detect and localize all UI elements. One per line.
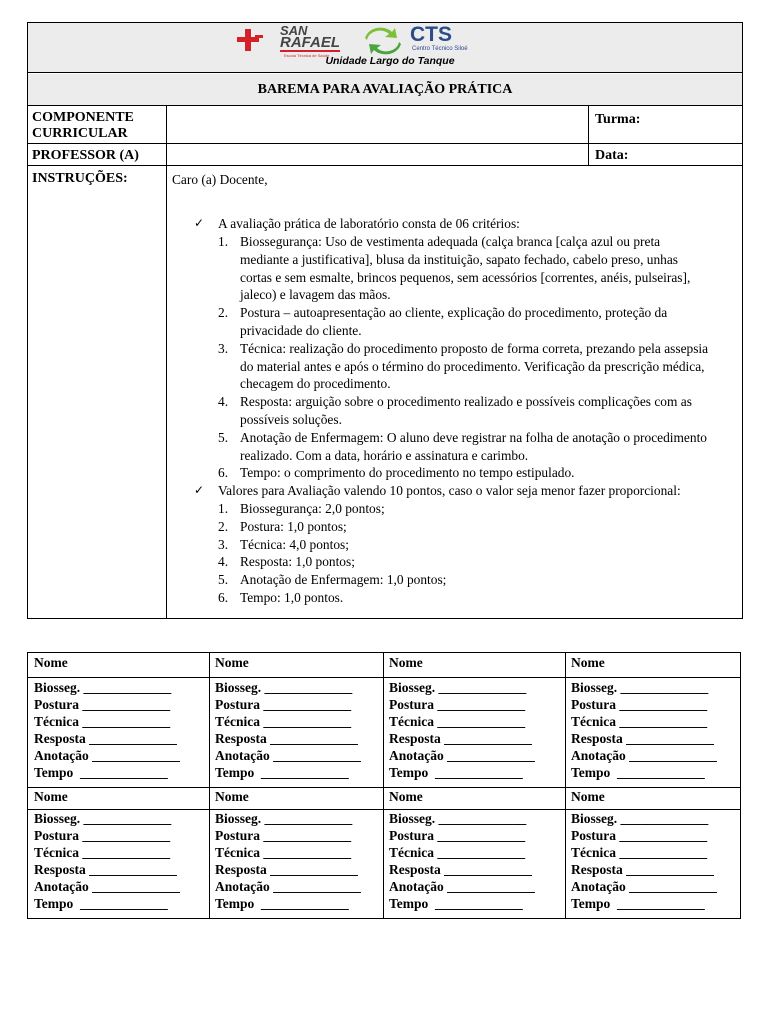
list-item xyxy=(212,358,742,376)
list-text: Postura – autoapresentação ao cliente, explicação do procedimento, proteção da xyxy=(240,305,668,321)
score-row[interactable]: Resposta _____________ xyxy=(215,862,358,877)
divider xyxy=(166,106,167,618)
score-row[interactable]: Postura _____________ xyxy=(215,697,352,712)
bullet-values: Valores para Avaliação valendo 10 pontos, caso o valor seja menor fazer proporcional: xyxy=(218,483,681,498)
score-row[interactable]: Biosseg. _____________ xyxy=(215,811,353,826)
list-item xyxy=(212,393,742,411)
list-item xyxy=(212,251,742,269)
grid-divider xyxy=(383,653,384,918)
student-name-cell[interactable]: Nome xyxy=(571,655,605,670)
componente-line2: CURRICULAR xyxy=(32,126,128,141)
score-row[interactable]: Resposta _____________ xyxy=(389,731,532,746)
list-number: 2. xyxy=(218,518,229,534)
list-number: 5. xyxy=(218,572,229,588)
list-item xyxy=(212,464,742,482)
student-name-cell[interactable]: Nome xyxy=(389,655,423,670)
list-item xyxy=(212,536,742,554)
grid-divider xyxy=(209,653,210,918)
list-text: possíveis soluções. xyxy=(240,411,342,427)
student-name-cell[interactable]: Nome xyxy=(571,789,605,804)
logo-rafael-text: RAFAEL xyxy=(280,34,340,51)
score-row[interactable]: Tempo _____________ xyxy=(215,765,349,780)
score-row[interactable]: Resposta _____________ xyxy=(571,862,714,877)
list-text: Biossegurança: 2,0 pontos; xyxy=(240,501,385,516)
student-name-cell[interactable]: Nome xyxy=(215,655,249,670)
score-row[interactable]: Técnica _____________ xyxy=(389,845,526,860)
score-row[interactable]: Postura _____________ xyxy=(389,697,526,712)
list-item xyxy=(212,500,742,518)
score-row[interactable]: Resposta _____________ xyxy=(34,731,177,746)
score-row[interactable]: Postura _____________ xyxy=(215,828,352,843)
values-list xyxy=(212,500,742,607)
professor-label: PROFESSOR (A) xyxy=(32,148,139,163)
score-row[interactable]: Anotação _____________ xyxy=(34,748,180,763)
score-row[interactable]: Técnica _____________ xyxy=(389,714,526,729)
score-row[interactable]: Resposta _____________ xyxy=(571,731,714,746)
logo-cts-sub-text: Centro Técnico Siloé xyxy=(412,46,468,52)
list-number: 3. xyxy=(218,340,229,356)
list-item xyxy=(212,304,742,322)
grid-divider xyxy=(28,787,740,788)
score-row[interactable]: Biosseg. _____________ xyxy=(34,680,172,695)
list-text: mediante a justificativa], blusa da instituição, sapato fechado, cabelo preso, unhas xyxy=(240,251,679,267)
score-row[interactable]: Técnica _____________ xyxy=(571,714,708,729)
checkmark-icon: ✓ xyxy=(194,216,205,230)
list-text: privacidade do cliente. xyxy=(240,322,362,338)
list-text: do material antes e após o término do procedimento. Verificação da prescrição médica, xyxy=(240,358,705,374)
student-name-cell[interactable]: Nome xyxy=(389,789,423,804)
score-row[interactable]: Anotação _____________ xyxy=(571,879,717,894)
list-text: Resposta: 1,0 pontos; xyxy=(240,554,355,570)
divider xyxy=(588,106,589,165)
data-label: Data: xyxy=(595,148,629,163)
turma-field[interactable] xyxy=(640,108,740,142)
list-text: Tempo: 1,0 pontos. xyxy=(240,589,344,605)
logo-cts-text: CTS xyxy=(410,23,452,46)
score-row[interactable]: Postura _____________ xyxy=(34,697,171,712)
score-row[interactable]: Tempo _____________ xyxy=(34,765,168,780)
score-row[interactable]: Biosseg. _____________ xyxy=(389,680,527,695)
score-row[interactable]: Tempo _____________ xyxy=(389,765,523,780)
list-number: 2. xyxy=(218,305,229,321)
score-row[interactable]: Biosseg. _____________ xyxy=(571,811,709,826)
score-row[interactable]: Anotação _____________ xyxy=(389,748,535,763)
list-number: 6. xyxy=(218,465,229,481)
list-text: Postura: 1,0 pontos; xyxy=(240,518,347,534)
score-row[interactable]: Anotação _____________ xyxy=(215,748,361,763)
student-name-cell[interactable]: Nome xyxy=(215,789,249,804)
score-row[interactable]: Biosseg. _____________ xyxy=(215,680,353,695)
score-row[interactable]: Anotação _____________ xyxy=(389,879,535,894)
student-name-cell[interactable]: Nome xyxy=(34,655,68,670)
score-row[interactable]: Técnica _____________ xyxy=(571,845,708,860)
list-item xyxy=(212,340,742,358)
list-item xyxy=(212,518,742,536)
list-text: realizado. Com a data, horário e assinatura e carimbo. xyxy=(240,447,529,463)
divider xyxy=(28,143,742,144)
componente-label xyxy=(32,110,134,142)
form-title: BAREMA PARA AVALIAÇÃO PRÁTICA xyxy=(28,74,742,106)
professor-field[interactable] xyxy=(168,145,586,164)
score-row[interactable]: Tempo _____________ xyxy=(571,765,705,780)
evaluation-grid xyxy=(27,652,741,919)
unit-label: Unidade Largo do Tanque xyxy=(325,55,455,67)
score-row[interactable]: Técnica _____________ xyxy=(215,714,352,729)
score-row[interactable]: Postura _____________ xyxy=(571,697,708,712)
list-item xyxy=(212,375,742,393)
list-number: 6. xyxy=(218,589,229,605)
componente-field[interactable] xyxy=(168,108,586,142)
score-row[interactable]: Técnica _____________ xyxy=(34,714,171,729)
turma-label: Turma: xyxy=(595,112,641,127)
criteria-list xyxy=(212,233,742,482)
score-row[interactable]: Tempo _____________ xyxy=(389,896,523,911)
list-number: 1. xyxy=(218,501,229,516)
list-number: 4. xyxy=(218,394,229,410)
list-item xyxy=(212,411,742,429)
list-item xyxy=(212,589,742,607)
list-item xyxy=(212,553,742,571)
list-item xyxy=(212,269,742,287)
score-row[interactable]: Postura _____________ xyxy=(34,828,171,843)
score-row[interactable]: Tempo _____________ xyxy=(215,896,349,911)
score-row[interactable]: Biosseg. _____________ xyxy=(34,811,172,826)
logo-sub-text: Escola Técnica de Saúde xyxy=(284,53,330,58)
bullet-criteria: A avaliação prática de laboratório consta de 06 critérios: xyxy=(218,216,520,231)
score-row[interactable]: Anotação _____________ xyxy=(34,879,180,894)
list-number: 5. xyxy=(218,429,229,445)
list-text: Tempo: o comprimento do procedimento no tempo estipulado. xyxy=(240,465,575,481)
score-row[interactable]: Técnica _____________ xyxy=(34,845,171,860)
list-text: Técnica: 4,0 pontos; xyxy=(240,536,349,552)
logo-san-text: SAN xyxy=(280,23,308,38)
score-row[interactable]: Anotação _____________ xyxy=(571,748,717,763)
score-row[interactable]: Biosseg. _____________ xyxy=(389,811,527,826)
score-row[interactable]: Anotação _____________ xyxy=(215,879,361,894)
data-field[interactable] xyxy=(640,145,740,164)
componente-line1: COMPONENTE xyxy=(32,110,134,125)
list-item xyxy=(212,233,742,251)
grid-divider xyxy=(28,677,740,678)
list-item xyxy=(212,447,742,465)
score-row[interactable]: Tempo _____________ xyxy=(571,896,705,911)
list-text: jaleco) e lavagem das mãos. xyxy=(240,287,391,303)
instrucoes-label: INSTRUÇÕES: xyxy=(32,171,128,186)
list-item xyxy=(212,429,742,447)
list-text: checagem do procedimento. xyxy=(240,376,391,392)
list-item xyxy=(212,322,742,340)
list-text: Anotação de Enfermagem: 1,0 pontos; xyxy=(240,572,447,588)
list-number: 4. xyxy=(218,554,229,570)
score-row[interactable]: Técnica _____________ xyxy=(215,845,352,860)
list-text: cortas e sem esmalte, brincos pequenos, sem acessórios [correntes, anéis, pulseiras], xyxy=(240,269,691,285)
student-name-cell[interactable]: Nome xyxy=(34,789,68,804)
list-number: 1. xyxy=(218,234,229,249)
list-item xyxy=(212,286,742,304)
recycle-logo-icon xyxy=(361,26,405,56)
list-item xyxy=(212,571,742,589)
grid-divider xyxy=(565,653,566,918)
list-text: Anotação de Enfermagem: O aluno deve registrar na folha de anotação o procedimento xyxy=(240,429,707,445)
score-row[interactable]: Resposta _____________ xyxy=(215,731,358,746)
checkmark-icon: ✓ xyxy=(194,483,205,497)
score-row[interactable]: Resposta _____________ xyxy=(389,862,532,877)
score-row[interactable]: Resposta _____________ xyxy=(34,862,177,877)
greeting: Caro (a) Docente, xyxy=(172,172,268,187)
list-text: Técnica: realização do procedimento proposto de forma correta, prezando pela assepsia xyxy=(240,340,709,356)
score-row[interactable]: Postura _____________ xyxy=(571,828,708,843)
logo-row xyxy=(28,23,742,73)
score-row[interactable]: Postura _____________ xyxy=(389,828,526,843)
score-row[interactable]: Biosseg. _____________ xyxy=(571,680,709,695)
list-text: Biossegurança: Uso de vestimenta adequada (calça branca [calça azul ou preta xyxy=(240,234,661,249)
list-number: 3. xyxy=(218,536,229,552)
score-row[interactable]: Tempo _____________ xyxy=(34,896,168,911)
list-text: Resposta: arguição sobre o procedimento realizado e possíveis complicações com as xyxy=(240,394,692,410)
divider xyxy=(28,165,742,166)
